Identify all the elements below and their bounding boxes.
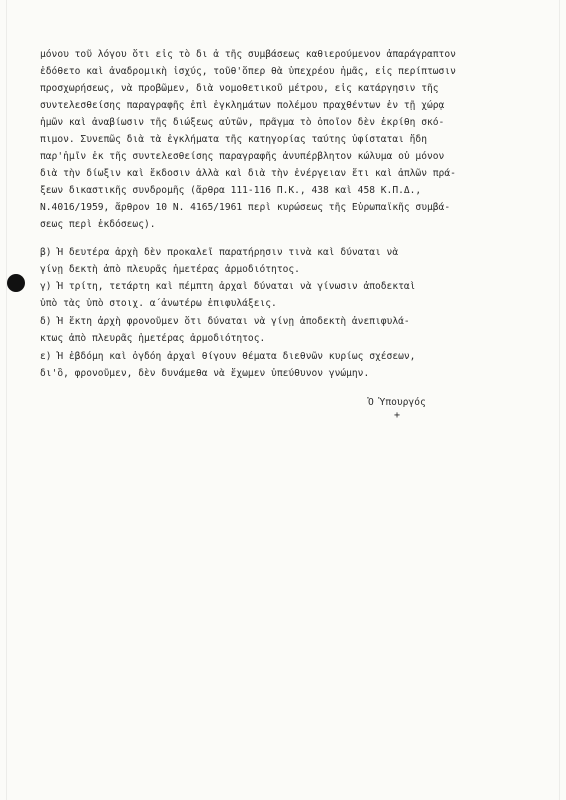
text-line: κτως ἀπὸ πλευρᾶς ἡμετέρας ἁρμοδιότητος. [40,333,266,344]
paragraph-delta [40,313,552,347]
text-line: ξεων δικαστικῆς συνδρομῆς (ἄρθρα 111-116 Π.Κ., 438 καὶ 458 Κ.Π.Δ., [40,185,422,196]
text-line: ὑπὸ τὰς ὑπὸ στοιχ. α΄ἀνωτέρω ἐπιφυλάξεις. [40,298,277,309]
text-line: δι'ὃ, φρονοῦμεν, δὲν δυνάμεθα νὰ ἔχωμεν ὑπεύθυνον γνώμην. [40,368,370,379]
text-line: γ) Ἡ τρίτη, τετάρτη καὶ πέμπτη ἀρχαὶ δύναται νὰ γίνωσιν ἀποδεκταὶ [40,281,416,292]
text-line: β) Ἡ δευτέρα ἀρχὴ δὲν προκαλεῖ παρατήρησιν τινὰ καὶ δύναται νὰ [40,247,399,258]
text-line: δ) Ἡ ἕκτη ἀρχὴ φρονοῦμεν ὅτι δύναται νὰ γίνῃ ἀποδεκτὴ ἀνεπιφυλά- [40,316,410,327]
signature-title: Ὁ Ὑπουργός [368,397,426,408]
paragraph-epsilon [40,348,552,382]
punch-hole [7,274,25,292]
paragraph-beta [40,244,552,278]
text-line: σεως περὶ ἐκδόσεως). [40,219,156,230]
text-line: πιμον. Συνεπῶς διὰ τὰ ἐγκλήματα τῆς κατηγορίας ταύτης ὑφίσταται ἤδη [40,134,427,145]
paragraph-gamma [40,278,552,312]
text-line: ἡμῶν καὶ ἀναβίωσιν τῆς διώξεως αὐτῶν, πρᾶγμα τὸ ὁποῖον δὲν ἐκρίθη σκό- [40,117,445,128]
page-edge-left [6,0,7,800]
text-line: διὰ τὴν δίωξιν καὶ ἔκδοσιν ἀλλὰ καὶ διὰ τὴν ἐνέργειαν ἔτι καὶ ἁπλῶν πρά- [40,168,456,179]
text-line: συντελεσθείσης παραγραφῆς ἐπὶ ἐγκλημάτων πολέμου πραχθέντων ἐν τῇ χώρᾳ [40,100,445,111]
text-line: ε) Ἡ ἑβδόμη καὶ ὀγδόη ἀρχαὶ θίγουν θέματα διεθνῶν κυρίως σχέσεων, [40,351,416,362]
text-line: Ν.4016/1959, ἄρθρον 10 Ν. 4165/1961 περὶ κυρώσεως τῆς Εὐρωπαϊκῆς συμβά- [40,202,451,213]
text-line: γίνῃ δεκτὴ ἀπὸ πλευρᾶς ἡμετέρας ἁρμοδιότητος. [40,264,300,275]
text-line: παρ'ἡμῖν ἐκ τῆς συντελεσθείσης παραγραφῆς ἀνυπέρβλητον κώλυμα οὐ μόνον [40,151,445,162]
text-line: προσχωρήσεως, νὰ προβῶμεν, διὰ νομοθετικοῦ μέτρου, εἰς κατάργησιν τῆς [40,83,439,94]
text-line: ἐδόθετο καὶ ἀναδρομικὴ ἰσχύς, τοῦθ'ὅπερ θὰ ὑπεχρέου ἡμᾶς, εἰς περίπτωσιν [40,66,456,77]
page-edge-right [559,0,560,800]
paragraph-continuation [40,46,552,233]
text-line: μόνου τοῦ λόγου ὅτι εἰς τὸ δι ἁ τῆς συμβάσεως καθιερούμενον ἀπαράγραπτον [40,49,456,60]
signature-mark: + [394,410,401,421]
